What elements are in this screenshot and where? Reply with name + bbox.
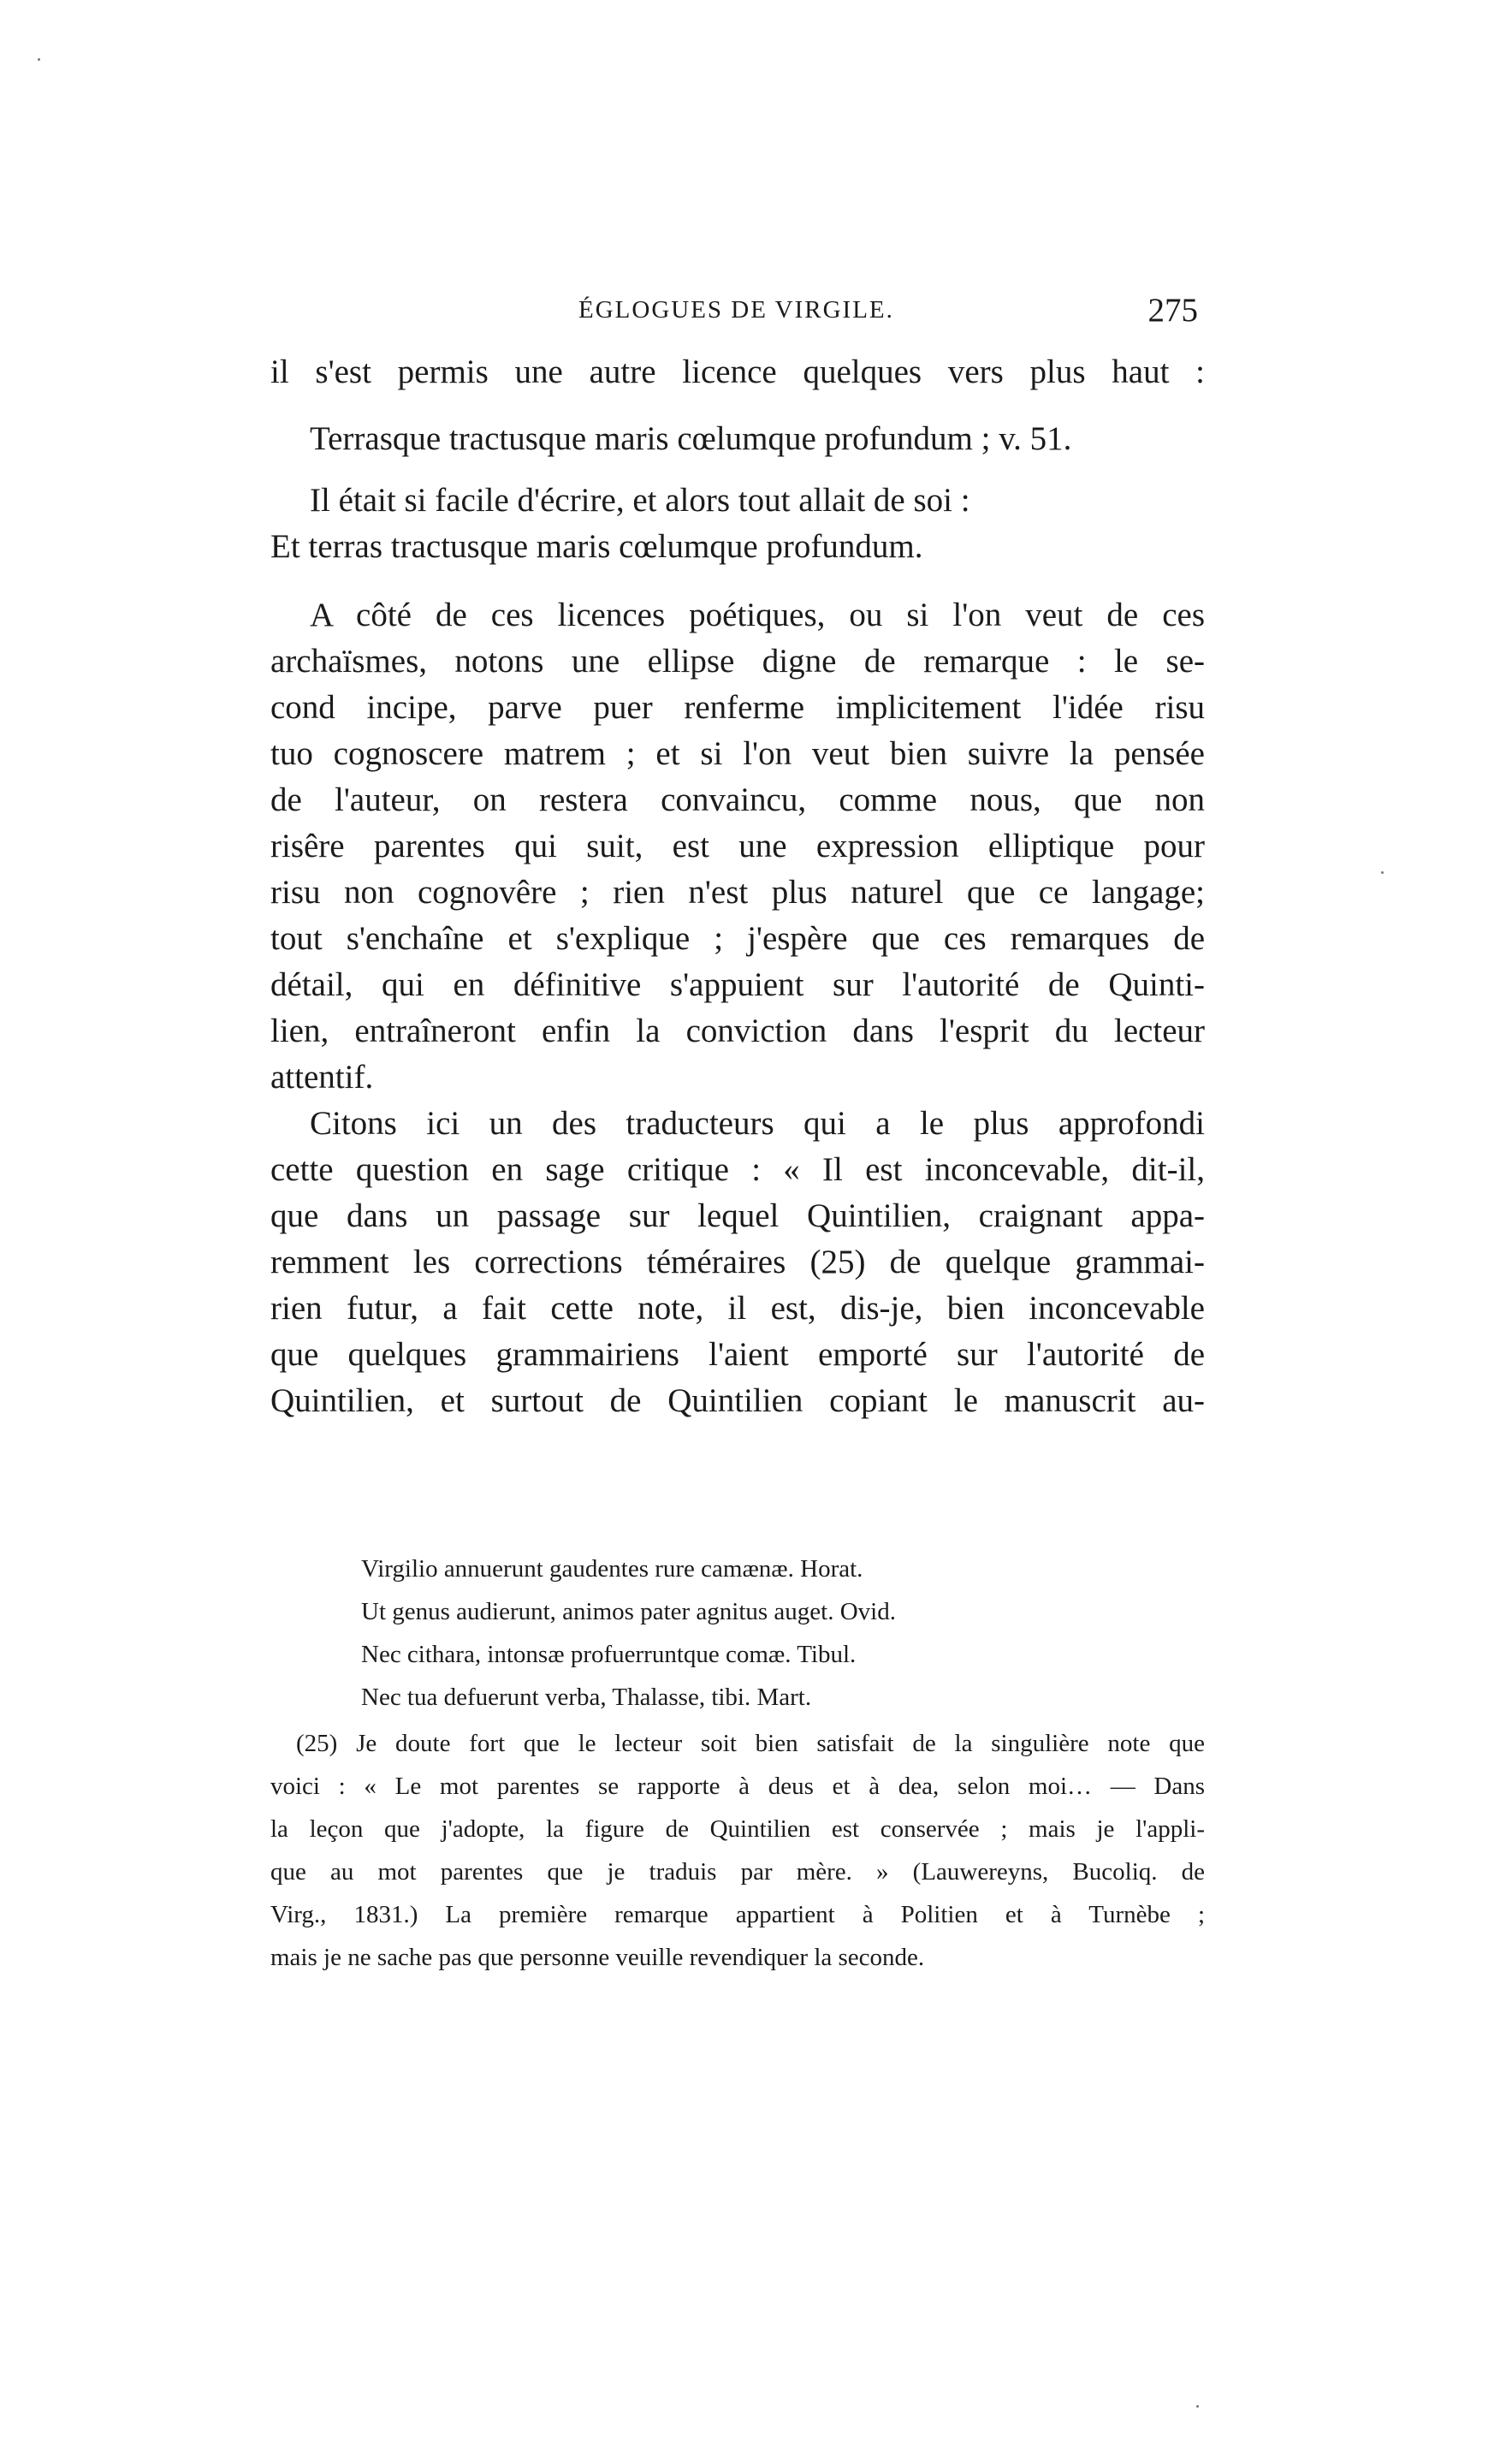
main-text <box>270 349 1205 1424</box>
text-line: il s'est permis une autre licence quelques vers plus haut : <box>270 353 1205 390</box>
paper-speck <box>38 58 40 61</box>
text-line: Il était si facile d'écrire, et alors tout allait de soi : <box>310 482 970 519</box>
footnote-line: mais je ne sache pas que personne veuille revendiquer la seconde. <box>270 1944 925 1971</box>
text-line: archaïsmes, notons une ellipse digne de remarque : le se- <box>270 643 1205 680</box>
quoted-verse: Nec cithara, intonsæ profuerruntque comæ. Tibul. <box>361 1641 857 1668</box>
text-line: que quelques grammairiens l'aient emporté sur l'autorité de <box>270 1336 1205 1373</box>
page-header <box>270 291 1205 334</box>
text-line: remment les corrections téméraires (25) de quelque grammai- <box>270 1244 1205 1280</box>
verse-line: Et terras tractusque maris cœlumque profundum. <box>270 528 923 565</box>
text-line: Citons ici un des traducteurs qui a le plus approfondi <box>310 1105 1205 1142</box>
footnote-line: voici : « Le mot parentes se rapporte à deus et à dea, selon moi… — Dans <box>270 1773 1205 1800</box>
footnote-line: (25) Je doute fort que le lecteur soit bien satisfait de la singulière note que <box>296 1730 1205 1757</box>
footnote-line: Virg., 1831.) La première remarque appartient à Politien et à Turnèbe ; <box>270 1901 1205 1928</box>
quoted-verse: Virgilio annuerunt gaudentes rure camænæ. Horat. <box>361 1555 863 1583</box>
text-line: A côté de ces licences poétiques, ou si l'on veut de ces <box>310 597 1205 633</box>
text-line: lien, entraîneront enfin la conviction dans l'esprit du lecteur <box>270 1013 1205 1049</box>
quoted-verse: Nec tua defuerunt verba, Thalasse, tibi. Mart. <box>361 1684 812 1711</box>
text-line: de l'auteur, on restera convaincu, comme nous, que non <box>270 781 1205 818</box>
text-line: Quintilien, et surtout de Quintilien copiant le manuscrit au- <box>270 1382 1205 1419</box>
quoted-verse: Ut genus audierunt, animos pater agnitus auget. Ovid. <box>361 1598 896 1625</box>
text-line: risêre parentes qui suit, est une expression elliptique pour <box>270 828 1205 864</box>
paper-speck <box>1381 871 1384 874</box>
text-line: tuo cognoscere matrem ; et si l'on veut bien suivre la pensée <box>270 735 1205 772</box>
verse-line: Terrasque tractusque maris cœlumque profundum ; v. 51. <box>310 420 1072 457</box>
footnote-line: que au mot parentes que je traduis par mère. » (Lauwereyns, Bucoliq. de <box>270 1858 1205 1886</box>
paper-speck <box>1196 2405 1199 2408</box>
running-title: ÉGLOGUES DE VIRGILE. <box>578 296 894 324</box>
notes-section <box>270 1547 1205 1979</box>
footnote-line: la leçon que j'adopte, la figure de Quintilien est conservée ; mais je l'appli- <box>270 1815 1205 1843</box>
text-line: cette question en sage critique : « Il est inconcevable, dit-il, <box>270 1151 1205 1188</box>
text-line: tout s'enchaîne et s'explique ; j'espère que ces remarques de <box>270 920 1205 957</box>
text-line: risu non cognovêre ; rien n'est plus naturel que ce langage; <box>270 874 1205 911</box>
text-line: que dans un passage sur lequel Quintilien, craignant appa- <box>270 1197 1205 1234</box>
text-line: attentif. <box>270 1059 374 1096</box>
page-number: 275 <box>1147 292 1198 329</box>
text-line: rien futur, a fait cette note, il est, dis-je, bien inconcevable <box>270 1290 1205 1327</box>
text-line: cond incipe, parve puer renferme implicitement l'idée risu <box>270 689 1205 726</box>
text-line: détail, qui en définitive s'appuient sur l'autorité de Quinti- <box>270 966 1205 1003</box>
